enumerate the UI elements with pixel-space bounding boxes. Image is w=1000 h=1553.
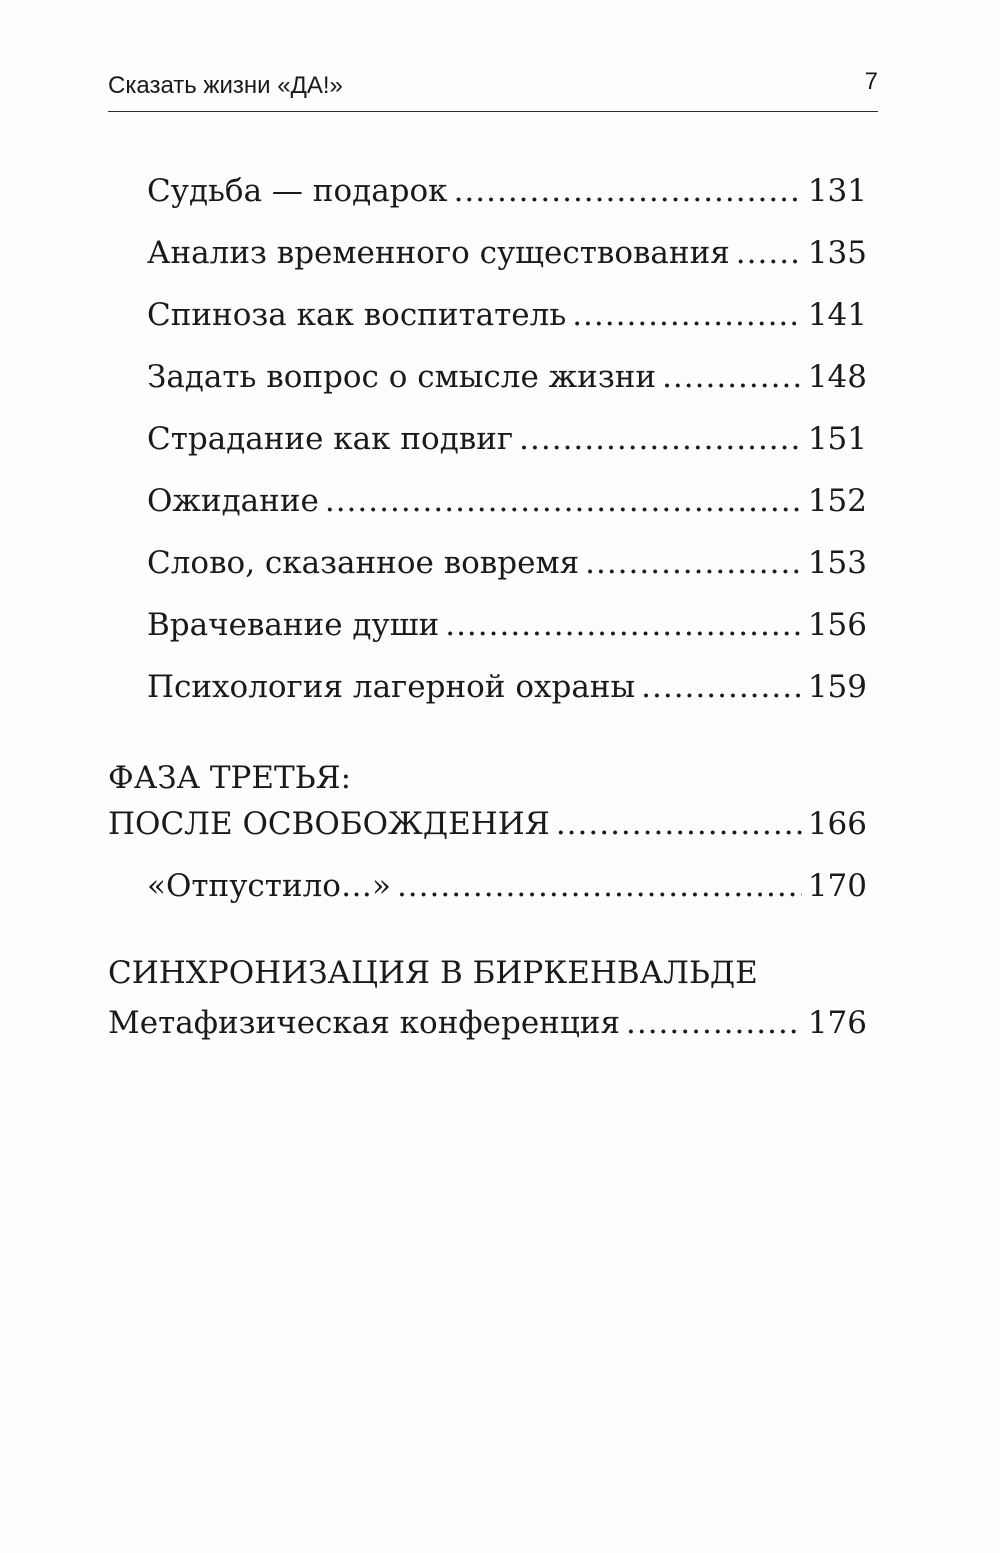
toc-entry-page: 153 — [807, 545, 867, 581]
toc-entry-page: 141 — [807, 297, 867, 333]
toc-entry-page: 148 — [807, 359, 867, 395]
dot-leader — [736, 235, 802, 271]
phase-three-page: 166 — [807, 806, 867, 842]
toc-entry-title: Судьба — подарок — [147, 173, 448, 209]
toc-entry-page: 156 — [807, 607, 867, 643]
toc-entry-page: 131 — [807, 173, 867, 209]
toc-entry — [147, 545, 867, 593]
page-number: 7 — [864, 68, 878, 95]
toc-entry — [147, 421, 867, 469]
dot-leader — [556, 806, 802, 842]
toc-entry-title: Анализ временного существования — [147, 235, 730, 271]
synchronization-entry — [108, 1005, 867, 1053]
dot-leader — [325, 483, 802, 519]
toc-entry — [147, 483, 867, 531]
synchronization-subtitle: Метафизическая конференция — [108, 1005, 620, 1041]
toc-entry-title: Психология лагерной охраны — [147, 669, 636, 705]
toc-entry-page: 170 — [807, 868, 867, 904]
toc-entry-page: 151 — [807, 421, 867, 457]
dot-leader — [585, 545, 802, 581]
dot-leader — [454, 173, 802, 209]
phase-three-heading: ФАЗА ТРЕТЬЯ: — [108, 760, 352, 796]
running-title: Сказать жизни «ДА!» — [108, 72, 343, 99]
toc-entry-page: 159 — [807, 669, 867, 705]
dot-leader — [626, 1005, 802, 1041]
toc-entry-page: 152 — [807, 483, 867, 519]
toc-entry-title: «Отпустило…» — [147, 868, 391, 904]
toc-entry-title: Задать вопрос о смысле жизни — [147, 359, 657, 395]
toc-entry — [147, 868, 867, 916]
synchronization-heading: СИНХРОНИЗАЦИЯ В БИРКЕНВАЛЬДЕ — [108, 955, 758, 991]
toc-entry-title: Спиноза как воспитатель — [147, 297, 567, 333]
toc-entry — [147, 359, 867, 407]
dot-leader — [662, 359, 802, 395]
dot-leader — [445, 607, 802, 643]
toc-entry-page: 135 — [807, 235, 867, 271]
toc-entry-title: Страдание как подвиг — [147, 421, 514, 457]
toc-entry — [147, 297, 867, 345]
toc-entry-title: Слово, сказанное вовремя — [147, 545, 580, 581]
phase-three-title: ПОСЛЕ ОСВОБОЖДЕНИЯ — [108, 806, 550, 842]
phase-three-entry — [108, 806, 867, 854]
toc-entry — [147, 235, 867, 283]
toc-entry — [147, 669, 867, 717]
toc-entry — [147, 607, 867, 655]
dot-leader — [519, 421, 802, 457]
toc-entry-title: Ожидание — [147, 483, 319, 519]
dot-leader — [641, 669, 802, 705]
dot-leader — [572, 297, 802, 333]
toc-entry-title: Врачевание души — [147, 607, 440, 643]
toc-entry — [147, 173, 867, 221]
dot-leader — [397, 868, 802, 904]
header-rule — [108, 111, 878, 112]
synchronization-page: 176 — [807, 1005, 867, 1041]
running-head — [108, 66, 878, 106]
